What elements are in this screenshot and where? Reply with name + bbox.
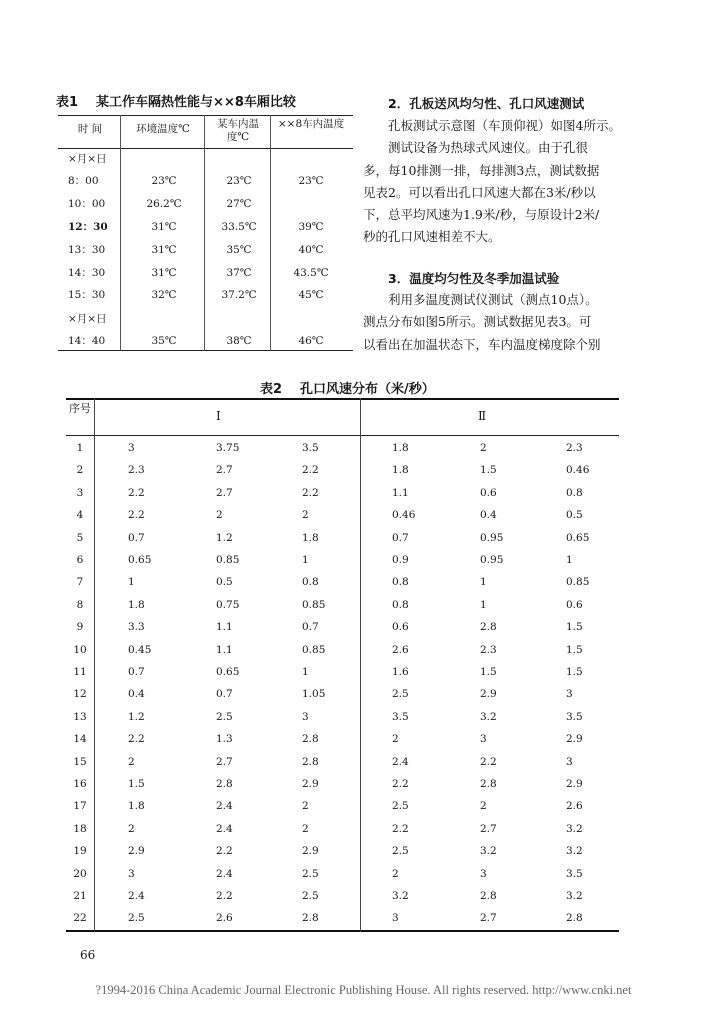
table2-value-cell: 2 bbox=[480, 442, 487, 454]
table2-value-cell: 2 bbox=[392, 733, 399, 745]
table2-value-cell: 2.2 bbox=[392, 823, 409, 835]
table1-header-car-temp: 某车内温度℃ bbox=[217, 118, 259, 143]
table2-row-index: 3 bbox=[76, 487, 84, 499]
table1-value-cell: 40℃ bbox=[298, 244, 324, 256]
table1-time-cell: 12：30 bbox=[68, 221, 108, 233]
table2-value-cell: 2.4 bbox=[392, 756, 409, 768]
table2-row-index: 2 bbox=[76, 464, 84, 476]
table2-value-cell: 1 bbox=[566, 554, 573, 566]
table1-value-cell: 37℃ bbox=[226, 267, 252, 279]
table2-row-index: 6 bbox=[76, 554, 84, 566]
paragraph-line: 多，每10排测一排，每排测3点，测试数据 bbox=[363, 162, 600, 178]
table2-value-cell: 2.8 bbox=[566, 912, 583, 924]
table2-value-cell: 2.3 bbox=[128, 464, 145, 476]
table2-value-cell: 2 bbox=[392, 868, 399, 880]
table2-value-cell: 0.6 bbox=[392, 621, 409, 633]
table2-divider bbox=[94, 398, 95, 932]
table1-header-ambient: 环境温度℃ bbox=[136, 123, 190, 135]
table2-row-index: 16 bbox=[73, 778, 87, 790]
table2-value-cell: 0.5 bbox=[566, 509, 583, 521]
table2-header-rule bbox=[66, 435, 619, 436]
table2-header-index: 序号 bbox=[69, 402, 91, 415]
table1-divider bbox=[204, 115, 205, 351]
table2-value-cell: 0.95 bbox=[480, 554, 504, 566]
table2-value-cell: 1.8 bbox=[302, 532, 319, 544]
table2-row-index: 22 bbox=[73, 912, 87, 924]
table2-value-cell: 3.3 bbox=[128, 621, 145, 633]
page-number: 66 bbox=[80, 948, 96, 962]
table2-value-cell: 0.95 bbox=[480, 532, 504, 544]
table2-value-cell: 1.5 bbox=[128, 778, 145, 790]
table2-value-cell: 1.1 bbox=[216, 621, 233, 633]
table1-time-cell: 14：30 bbox=[68, 267, 106, 279]
paragraph-line: 以看出在加温状态下，车内温度梯度除个别 bbox=[363, 336, 601, 352]
table2-value-cell: 2.5 bbox=[392, 688, 409, 700]
copyright-footer: ?1994-2016 China Academic Journal Electronic Publishing House. All rights reserved. http://www.cnki.net bbox=[95, 983, 632, 997]
table2-value-cell: 2.8 bbox=[302, 756, 319, 768]
table2-value-cell: 3 bbox=[128, 442, 135, 454]
table1-time-cell: 14：40 bbox=[68, 335, 106, 347]
table2-value-cell: 2.2 bbox=[302, 464, 319, 476]
table2-value-cell: 2 bbox=[302, 800, 309, 812]
paragraph-line: 下，总平均风速为1.9米/秒，与原设计2米/ bbox=[363, 207, 600, 223]
table2-value-cell: 2.2 bbox=[302, 487, 319, 499]
paragraph-line: 孔板测试示意图（车顶仰视）如图4所示。 bbox=[388, 118, 621, 133]
table1-value-cell: 26.2℃ bbox=[146, 198, 182, 210]
table2-row-index: 11 bbox=[73, 666, 87, 678]
table1-value-cell: 43.5℃ bbox=[293, 267, 329, 279]
table2-value-cell: 0.85 bbox=[566, 576, 590, 588]
table1-title: 表1 某工作车隔热性能与××8车厢比较 bbox=[56, 95, 296, 110]
table1-value-cell: 45℃ bbox=[298, 289, 324, 301]
table2-value-cell: 2.8 bbox=[480, 890, 497, 902]
table1-value-cell: 31℃ bbox=[151, 244, 177, 256]
table2-value-cell: 1.5 bbox=[566, 621, 583, 633]
table2-value-cell: 1.05 bbox=[302, 688, 326, 700]
table2-value-cell: 0.45 bbox=[128, 644, 152, 656]
table2-value-cell: 3 bbox=[480, 868, 487, 880]
table2-value-cell: 2.2 bbox=[392, 778, 409, 790]
section2-body bbox=[363, 115, 640, 249]
table2-value-cell: 1.6 bbox=[392, 666, 409, 678]
table2-header-group-1: Ⅰ bbox=[216, 409, 221, 423]
table2-value-cell: 2.5 bbox=[392, 845, 409, 857]
table2-value-cell: 2.8 bbox=[216, 778, 233, 790]
table2-value-cell: 1.8 bbox=[392, 442, 409, 454]
table1-value-cell: 31℃ bbox=[151, 221, 177, 233]
table2-row-index: 1 bbox=[76, 442, 84, 454]
table2-value-cell: 0.85 bbox=[216, 554, 240, 566]
table2-value-cell: 1.5 bbox=[566, 644, 583, 656]
table2-value-cell: 3 bbox=[128, 868, 135, 880]
table2-row-index: 19 bbox=[73, 845, 87, 857]
table2-value-cell: 2.9 bbox=[480, 688, 497, 700]
section3-heading: 3．温度均匀性及冬季加温试验 bbox=[388, 271, 560, 286]
table1-value-cell: 35℃ bbox=[151, 335, 177, 347]
table2-value-cell: 3 bbox=[480, 733, 487, 745]
table2-value-cell: 2.6 bbox=[392, 644, 409, 656]
table2-value-cell: 2.4 bbox=[216, 800, 233, 812]
table2-value-cell: 3.2 bbox=[566, 823, 583, 835]
table2-value-cell: 0.5 bbox=[216, 576, 233, 588]
table2-value-cell: 1.8 bbox=[128, 800, 145, 812]
table2-value-cell: 2.5 bbox=[392, 800, 409, 812]
table2-value-cell: 1.1 bbox=[216, 644, 233, 656]
table2-value-cell: 0.7 bbox=[128, 666, 145, 678]
table2-value-cell: 3.2 bbox=[566, 890, 583, 902]
table1-header-xx8-temp: ××8车内温度 bbox=[277, 118, 345, 130]
table2-value-cell: 1.5 bbox=[480, 464, 497, 476]
table2-value-cell: 2.7 bbox=[216, 464, 233, 476]
table2-value-cell: 1.5 bbox=[480, 666, 497, 678]
table2-value-cell: 3.5 bbox=[392, 711, 409, 723]
table2-row-index: 10 bbox=[73, 644, 87, 656]
table1-value-cell: 46℃ bbox=[298, 335, 324, 347]
table2-value-cell: 2 bbox=[302, 509, 309, 521]
table1-value-cell: 32℃ bbox=[151, 289, 177, 301]
table2-value-cell: 2 bbox=[480, 800, 487, 812]
table2-row-index: 5 bbox=[76, 532, 84, 544]
table2-value-cell: 2.2 bbox=[128, 733, 145, 745]
table2 bbox=[66, 398, 619, 932]
table2-title: 表2 孔口风速分布（米/秒） bbox=[260, 382, 435, 397]
table2-value-cell: 1.2 bbox=[216, 532, 233, 544]
table2-value-cell: 2.5 bbox=[302, 868, 319, 880]
table2-value-cell: 0.75 bbox=[216, 599, 240, 611]
table2-value-cell: 2.7 bbox=[216, 487, 233, 499]
table2-value-cell: 2.3 bbox=[480, 644, 497, 656]
paragraph-line: 利用多温度测试仪测试（测点10点）。 bbox=[388, 292, 598, 307]
table2-row-index: 8 bbox=[76, 599, 84, 611]
table2-value-cell: 1 bbox=[302, 666, 309, 678]
table2-value-cell: 3.2 bbox=[480, 845, 497, 857]
table2-value-cell: 3.2 bbox=[480, 711, 497, 723]
table2-value-cell: 2.5 bbox=[128, 912, 145, 924]
table1-time-cell: 13：30 bbox=[68, 244, 106, 256]
paragraph-line: 见表2。可以看出孔口风速大都在3米/秒以 bbox=[363, 184, 596, 200]
table1-value-cell: 27℃ bbox=[226, 198, 252, 210]
table2-value-cell: 0.85 bbox=[302, 644, 326, 656]
table2-value-cell: 1.2 bbox=[128, 711, 145, 723]
table2-value-cell: 3.2 bbox=[566, 845, 583, 857]
table1-value-cell: 23℃ bbox=[151, 175, 177, 187]
table2-value-cell: 1.8 bbox=[128, 599, 145, 611]
table2-row-index: 13 bbox=[73, 711, 87, 723]
table2-value-cell: 2.9 bbox=[302, 845, 319, 857]
table2-value-cell: 2.8 bbox=[480, 778, 497, 790]
table2-row-index: 12 bbox=[73, 688, 87, 700]
table2-value-cell: 2.2 bbox=[216, 845, 233, 857]
table2-value-cell: 1 bbox=[480, 576, 487, 588]
table2-value-cell: 0.9 bbox=[392, 554, 409, 566]
table2-header-group-2: Ⅱ bbox=[478, 409, 487, 423]
table2-value-cell: 2.2 bbox=[128, 509, 145, 521]
table2-value-cell: 0.7 bbox=[302, 621, 319, 633]
table2-value-cell: 2.5 bbox=[216, 711, 233, 723]
table2-value-cell: 1 bbox=[128, 576, 135, 588]
table2-value-cell: 2.2 bbox=[128, 487, 145, 499]
table2-value-cell: 3.5 bbox=[302, 442, 319, 454]
table2-value-cell: 2.9 bbox=[128, 845, 145, 857]
table2-value-cell: 0.85 bbox=[302, 599, 326, 611]
table2-value-cell: 2.8 bbox=[302, 912, 319, 924]
table2-value-cell: 2.2 bbox=[216, 890, 233, 902]
table2-value-cell: 0.46 bbox=[392, 509, 416, 521]
table2-value-cell: 0.7 bbox=[216, 688, 233, 700]
table2-value-cell: 3.5 bbox=[566, 868, 583, 880]
table2-value-cell: 2.4 bbox=[216, 868, 233, 880]
table1-value-cell: 31℃ bbox=[151, 267, 177, 279]
table2-value-cell: 2.9 bbox=[302, 778, 319, 790]
table1-value-cell: 39℃ bbox=[298, 221, 324, 233]
table2-row-index: 9 bbox=[76, 621, 84, 633]
table1-value-cell: 38℃ bbox=[226, 335, 252, 347]
table1-value-cell: 37.2℃ bbox=[221, 289, 257, 301]
table2-value-cell: 2.9 bbox=[566, 733, 583, 745]
table2-value-cell: 0.65 bbox=[216, 666, 240, 678]
table1 bbox=[58, 115, 353, 351]
table2-value-cell: 0.8 bbox=[302, 576, 319, 588]
table2-value-cell: 2.7 bbox=[216, 756, 233, 768]
table2-value-cell: 2.4 bbox=[128, 890, 145, 902]
table2-value-cell: 3 bbox=[566, 688, 573, 700]
table2-value-cell: 0.65 bbox=[128, 554, 152, 566]
table2-value-cell: 3.5 bbox=[566, 711, 583, 723]
table2-value-cell: 2.6 bbox=[216, 912, 233, 924]
table2-value-cell: 2 bbox=[216, 509, 223, 521]
table2-value-cell: 0.65 bbox=[566, 532, 590, 544]
paragraph-line: 测试设备为热球式风速仪。由于孔很 bbox=[388, 140, 589, 156]
table1-bottom-rule bbox=[58, 350, 353, 351]
table2-value-cell: 1.3 bbox=[216, 733, 233, 745]
table2-row-index: 14 bbox=[73, 733, 87, 745]
table2-value-cell: 2.8 bbox=[302, 733, 319, 745]
table2-value-cell: 0.6 bbox=[566, 599, 583, 611]
table2-value-cell: 2.7 bbox=[480, 912, 497, 924]
table2-value-cell: 3 bbox=[302, 711, 309, 723]
table1-value-cell: 33.5℃ bbox=[221, 221, 257, 233]
table1-time-cell: 10：00 bbox=[68, 198, 106, 210]
table2-row-index: 20 bbox=[73, 868, 87, 880]
table1-value-cell: 23℃ bbox=[298, 175, 324, 187]
table2-value-cell: 2.3 bbox=[566, 442, 583, 454]
table2-value-cell: 3.75 bbox=[216, 442, 240, 454]
table2-value-cell: 0.7 bbox=[128, 532, 145, 544]
paragraph-line: 测点分布如图5所示。测试数据见表3。可 bbox=[363, 314, 592, 330]
table2-value-cell: 1.1 bbox=[392, 487, 409, 499]
table2-row-index: 18 bbox=[73, 823, 87, 835]
table2-value-cell: 0.4 bbox=[480, 509, 497, 521]
table2-top-rule bbox=[66, 398, 619, 400]
table2-row-index: 17 bbox=[73, 800, 87, 812]
table2-value-cell: 2 bbox=[128, 823, 135, 835]
table2-value-cell: 2.9 bbox=[566, 778, 583, 790]
table2-value-cell: 2.5 bbox=[302, 890, 319, 902]
table2-value-cell: 2.4 bbox=[216, 823, 233, 835]
table2-value-cell: 2.6 bbox=[566, 800, 583, 812]
table1-divider bbox=[120, 115, 121, 351]
table1-header-rule bbox=[58, 148, 353, 149]
table2-value-cell: 0.8 bbox=[566, 487, 583, 499]
section2-heading: 2．孔板送风均匀性、孔口风速测试 bbox=[388, 96, 585, 111]
table2-row-index: 21 bbox=[73, 890, 87, 902]
table2-value-cell: 1.5 bbox=[566, 666, 583, 678]
table2-bottom-rule bbox=[66, 930, 619, 932]
table2-value-cell: 0.46 bbox=[566, 464, 590, 476]
table1-divider bbox=[270, 115, 271, 351]
table1-time-cell: ×月×日 bbox=[68, 153, 107, 165]
table1-top-rule bbox=[58, 115, 353, 116]
table2-value-cell: 2.7 bbox=[480, 823, 497, 835]
table1-value-cell: 23℃ bbox=[226, 175, 252, 187]
table2-value-cell: 3 bbox=[566, 756, 573, 768]
table2-value-cell: 0.4 bbox=[128, 688, 145, 700]
table2-value-cell: 1 bbox=[302, 554, 309, 566]
table2-value-cell: 1.8 bbox=[392, 464, 409, 476]
table2-value-cell: 2.2 bbox=[480, 756, 497, 768]
table2-value-cell: 0.8 bbox=[392, 576, 409, 588]
table1-time-cell: ×月×日 bbox=[68, 313, 107, 325]
table2-row-index: 7 bbox=[76, 576, 84, 588]
table1-time-cell: 8：00 bbox=[68, 175, 99, 187]
table2-value-cell: 2 bbox=[128, 756, 135, 768]
table1-header-time: 时 间 bbox=[77, 123, 103, 135]
table1-value-cell: 35℃ bbox=[226, 244, 252, 256]
table1-time-cell: 15：30 bbox=[68, 289, 106, 301]
section3-body bbox=[363, 289, 640, 356]
table2-row-index: 4 bbox=[76, 509, 84, 521]
table2-value-cell: 0.8 bbox=[392, 599, 409, 611]
table2-divider bbox=[360, 398, 361, 932]
table2-value-cell: 1 bbox=[480, 599, 487, 611]
table2-value-cell: 0.6 bbox=[480, 487, 497, 499]
paragraph-line: 秒的孔口风速相差不大。 bbox=[363, 229, 501, 245]
table2-value-cell: 3.2 bbox=[392, 890, 409, 902]
table2-value-cell: 2 bbox=[302, 823, 309, 835]
table2-value-cell: 3 bbox=[392, 912, 399, 924]
table2-value-cell: 2.8 bbox=[480, 621, 497, 633]
table2-value-cell: 0.7 bbox=[392, 532, 409, 544]
table2-row-index: 15 bbox=[73, 756, 87, 768]
